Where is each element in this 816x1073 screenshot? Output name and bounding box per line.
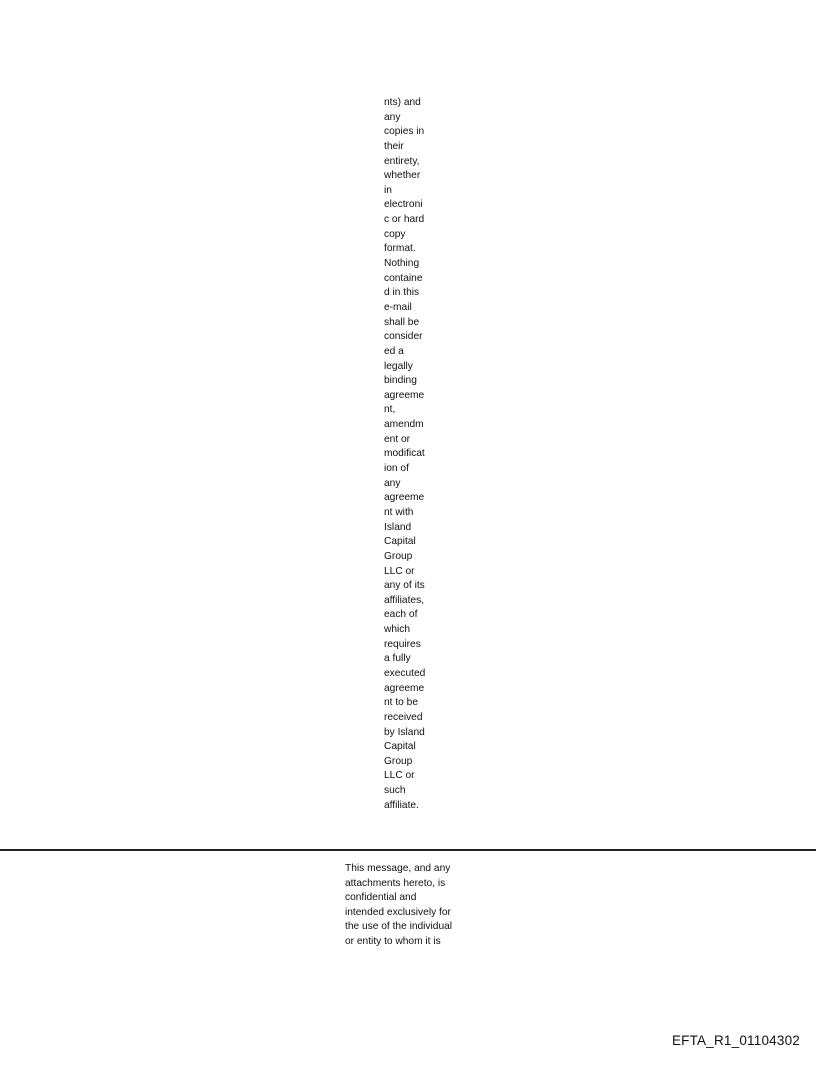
text-line: modificat bbox=[384, 448, 425, 460]
text-line: such bbox=[384, 785, 406, 797]
text-line: nts) and bbox=[384, 97, 421, 108]
text-line: consider bbox=[384, 331, 423, 343]
text-line: affiliate. bbox=[384, 799, 419, 811]
text-line: ent or bbox=[384, 433, 411, 445]
text-line: copy bbox=[384, 228, 406, 240]
text-line: intended exclusively for bbox=[345, 906, 451, 918]
bates-number: EFTA_R1_01104302 bbox=[671, 1033, 800, 1048]
text-line: copies in bbox=[384, 126, 425, 138]
text-line: electroni bbox=[384, 199, 423, 211]
text-line: format. bbox=[384, 243, 416, 255]
text-line: the use of the individual bbox=[345, 921, 453, 933]
text-line: Group bbox=[384, 755, 413, 767]
text-line: each of bbox=[384, 609, 418, 621]
text-line: amendm bbox=[384, 419, 424, 431]
text-line: entirety, bbox=[384, 155, 420, 167]
text-line: ion of bbox=[384, 463, 409, 475]
text-line: nt, bbox=[384, 404, 396, 416]
text-line: Group bbox=[384, 550, 413, 562]
section-divider bbox=[0, 849, 816, 851]
text-line: whether bbox=[384, 170, 421, 182]
text-line: c or hard bbox=[384, 214, 425, 226]
text-line: requires bbox=[384, 638, 421, 650]
text-line: Capital bbox=[384, 536, 416, 548]
text-line: or entity to whom it is bbox=[345, 935, 441, 947]
text-line: any bbox=[384, 111, 401, 123]
text-line: their bbox=[384, 140, 404, 152]
text-line: which bbox=[384, 624, 411, 636]
text-line: attachments hereto, is bbox=[345, 877, 446, 889]
text-line: ed a bbox=[384, 345, 404, 357]
text-line: containe bbox=[384, 272, 423, 284]
text-line: shall be bbox=[384, 316, 420, 328]
text-line: affiliates, bbox=[384, 594, 425, 606]
text-line: any of its bbox=[384, 580, 425, 592]
text-line: agreeme bbox=[384, 682, 425, 694]
text-line: a fully bbox=[384, 653, 411, 665]
text-line: Island bbox=[384, 521, 412, 533]
text-line: This message, and any bbox=[345, 863, 451, 874]
text-line: by Island bbox=[384, 726, 425, 738]
text-line: executed bbox=[384, 667, 426, 679]
text-line: received bbox=[384, 711, 423, 723]
disclaimer-wide-column bbox=[345, 862, 475, 950]
text-line: binding bbox=[384, 375, 417, 387]
text-line: nt with bbox=[384, 506, 414, 518]
text-line: LLC or bbox=[384, 565, 415, 577]
text-line: Nothing bbox=[384, 258, 420, 270]
text-line: confidential and bbox=[345, 892, 417, 904]
text-line: nt to be bbox=[384, 697, 418, 709]
text-line: legally bbox=[384, 360, 413, 372]
text-line: LLC or bbox=[384, 770, 415, 782]
text-line: Capital bbox=[384, 741, 416, 753]
text-line: d in this bbox=[384, 287, 420, 299]
text-line: e-mail bbox=[384, 301, 412, 313]
text-line: in bbox=[384, 184, 392, 196]
disclaimer-narrow-column bbox=[384, 96, 444, 813]
text-line: agreeme bbox=[384, 389, 425, 401]
text-line: agreeme bbox=[384, 492, 425, 504]
text-line: any bbox=[384, 477, 401, 489]
